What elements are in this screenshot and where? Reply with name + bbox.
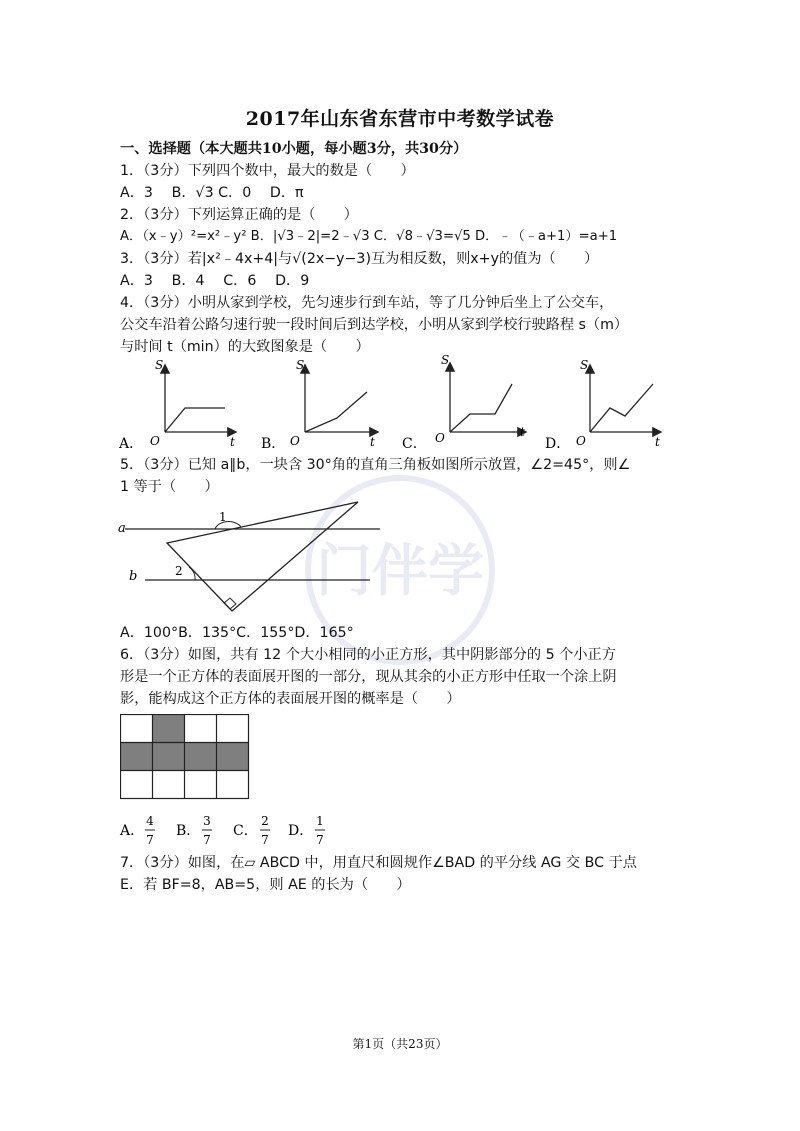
q4-line2: 公交车沿着公路匀速行驶一段时间后到达学校，小明从家到学校行驶路程 s（m） [120, 317, 629, 333]
q5-line2: 1 等于（ ） [120, 479, 219, 495]
graph-d-y-label: S [580, 358, 589, 372]
q6-option-c-label: C． [233, 823, 258, 839]
graph-b-label: B． [261, 436, 286, 452]
graph-c-origin: O [435, 431, 445, 445]
q1-options: A．3 B．√3 C．0 D．π [120, 185, 304, 201]
graph-a-x-label: t [230, 435, 235, 449]
graph-c-label: C． [402, 436, 427, 452]
q5-figure [115, 495, 385, 620]
q6-option-a [119, 814, 155, 847]
q6-option-b-den: 7 [203, 833, 211, 847]
q6-grid [120, 714, 250, 800]
q6-option-b [176, 814, 212, 847]
q6-option-d [288, 814, 325, 847]
q6-line1: 6．（3分）如图，共有 12 个大小相同的小正方形，其中阴影部分的 5 个小正方 [120, 647, 616, 663]
graph-a-label: A． [119, 436, 144, 452]
graph-b-y-label: S [296, 358, 305, 372]
q6-option-c [233, 814, 270, 847]
graph-a [118, 358, 235, 452]
q5-angle2-label: 2 [175, 564, 183, 578]
q3-options: A．3 B．4 C．6 D．9 [120, 273, 310, 289]
page-footer: 第1页（共23页） [352, 1037, 448, 1051]
graph-d-label: D． [545, 436, 571, 452]
q5-angle1-label: 1 [219, 510, 227, 524]
page-title: 2017年山东省东营市中考数学试卷 [245, 108, 555, 130]
q6-line2: 形是一个正方体的表面展开图的一部分，现从其余的小正方形中任取一个涂上阴 [120, 669, 617, 685]
q3-stem: 3．（3分）若|x²﹣4x+4|与√(2x−y−3)互为相反数，则x+y的值为（ ） [120, 251, 599, 267]
q6-option-b-num: 3 [203, 814, 211, 828]
graph-d [545, 358, 660, 452]
graph-c-x-label: t [520, 425, 525, 439]
q1-stem: 1．（3分）下列四个数中，最大的数是（ ） [120, 163, 415, 179]
q4-line1: 4．（3分）小明从家到学校，先匀速步行到车站，等了几分钟后坐上了公交车， [120, 295, 614, 311]
q6-option-d-num: 1 [316, 814, 324, 828]
section-heading: 一、选择题（本大题共10小题，每小题3分，共30分） [120, 141, 468, 157]
watermark-text: 门伴学 [316, 538, 484, 604]
graph-c [402, 353, 525, 452]
q6-option-c-num: 2 [261, 814, 269, 828]
q5-options: A．100°B．135°C．155°D．165° [120, 625, 354, 641]
q4-graphs [115, 352, 685, 454]
q2-stem: 2．（3分）下列运算正确的是（ ） [120, 207, 358, 223]
graph-a-origin: O [150, 434, 160, 448]
q4-line3: 与时间 t（min）的大致图象是（ ） [120, 339, 370, 355]
q6-options [118, 810, 348, 850]
q6-option-c-den: 7 [261, 833, 269, 847]
q6-option-a-den: 7 [146, 833, 154, 847]
graph-b [261, 358, 377, 452]
q6-option-d-label: D． [288, 823, 314, 839]
q6-option-a-num: 4 [146, 814, 154, 828]
graph-d-origin: O [576, 434, 586, 448]
q7-line2: E．若 BF=8，AB=5，则 AE 的长为（ ） [120, 877, 411, 893]
graph-d-x-label: t [655, 435, 660, 449]
q6-line3: 影，能构成这个正方体的表面展开图的概率是（ ） [120, 691, 461, 707]
graph-b-origin: O [290, 434, 300, 448]
q2-options: A．（x﹣y）²=x²﹣y² B．|√3﹣2|=2﹣√3 C．√8﹣√3=√5 D．﹣（﹣a+1）=a+1 [120, 229, 618, 244]
q6-option-b-label: B． [176, 823, 201, 839]
graph-a-y-label: S [155, 358, 164, 372]
q6-option-d-den: 7 [316, 833, 324, 847]
graph-c-y-label: S [441, 353, 450, 367]
q5-line-a-label: a [118, 521, 126, 536]
q7-line1: 7．（3分）如图，在▱ ABCD 中，用直尺和圆规作∠BAD 的平分线 AG 交 BC 于点 [120, 855, 637, 871]
q5-line1: 5．（3分）已知 a∥b，一块含 30°角的直角三角板如图所示放置，∠2=45°，则∠ [120, 457, 631, 473]
q5-line-b-label: b [129, 569, 138, 584]
graph-b-x-label: t [370, 435, 375, 449]
q6-option-a-label: A． [120, 823, 145, 839]
